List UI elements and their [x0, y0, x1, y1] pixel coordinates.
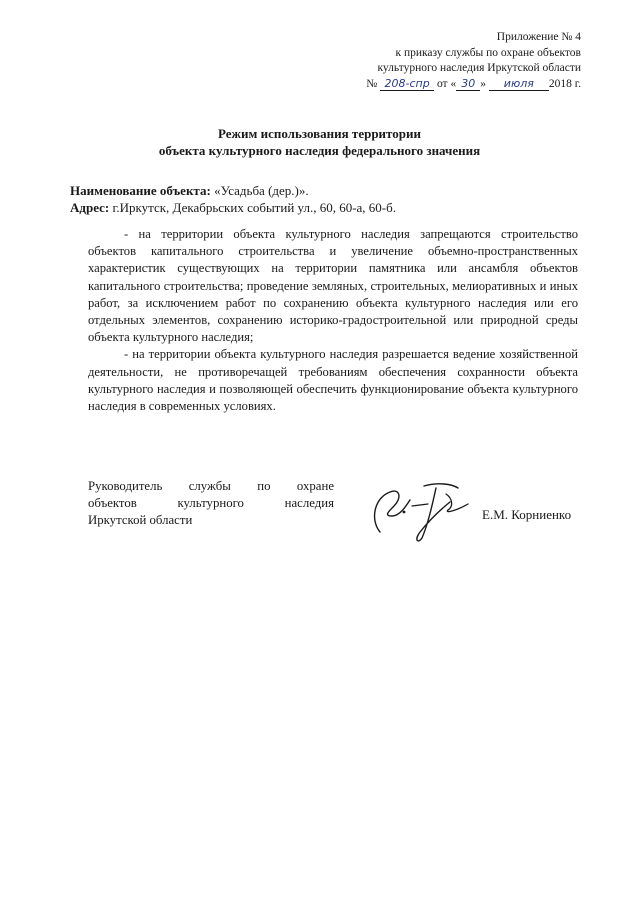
permissions-paragraph: - на территории объекта культурного наследия разрешается ведение хозяйственной деятельности, не противоречащей требованиям обеспечения сохранности объекта культурного наследия и позволяющей обеспечить функционирование объекта культурного наследия в современных условиях.	[88, 347, 578, 414]
object-name-label: Наименование объекта:	[70, 183, 211, 198]
prohibitions-paragraph: - на территории объекта культурного наследия запрещаются строительство объектов капитального строительства и увеличение объемно-пространственных характеристик существующих на территории памятника или ансамбля объектов капитального строительства; проведение земляных, строительных, мелиоративных и иных работ, за исключением работ по сохранению объекта культурного наследия или его отдельных элементов, сохранению историко-градостроительной или природной среды объекта культурного наследия;	[88, 227, 578, 345]
object-name-value: «Усадьба (дер.)».	[210, 183, 309, 198]
annex-order-details	[366, 77, 581, 93]
order-no-prefix: №	[366, 77, 378, 90]
order-month-handwritten: июля	[489, 77, 549, 91]
title-line-2: объекта культурного наследия федерального значения	[158, 143, 481, 158]
order-close-quote: »	[480, 77, 486, 90]
signatory-role-line-3: Иркутской области	[88, 513, 193, 527]
object-address	[70, 199, 396, 216]
object-name	[70, 182, 396, 199]
signatory-name: Е.М. Корниенко	[482, 507, 572, 522]
object-address-label: Адрес:	[70, 200, 110, 215]
handwritten-signature	[366, 476, 476, 546]
order-number-handwritten: 208-спр	[380, 77, 434, 91]
order-from-word: от «	[436, 77, 457, 90]
annex-header	[366, 30, 581, 92]
signatory-role-line-1: Руководитель службы по охране	[88, 479, 334, 493]
signatory-role-line-2: объектов культурного наследия	[88, 496, 334, 510]
regime-body	[88, 226, 578, 415]
order-day-handwritten: 30	[456, 77, 480, 91]
annex-number: Приложение № 4	[496, 31, 581, 43]
signatory-position	[88, 478, 334, 529]
title-line-1: Режим использования территории	[218, 126, 421, 141]
object-info	[70, 182, 396, 216]
annex-org: культурного наследия Иркутской области	[377, 62, 581, 74]
order-year: 2018 г.	[548, 77, 581, 90]
annex-order-ref: к приказу службы по охране объектов	[395, 46, 581, 59]
object-address-value: г.Иркутск, Декабрьских событий ул., 60, 60-а, 60-б.	[109, 200, 396, 215]
document-title	[0, 125, 639, 159]
